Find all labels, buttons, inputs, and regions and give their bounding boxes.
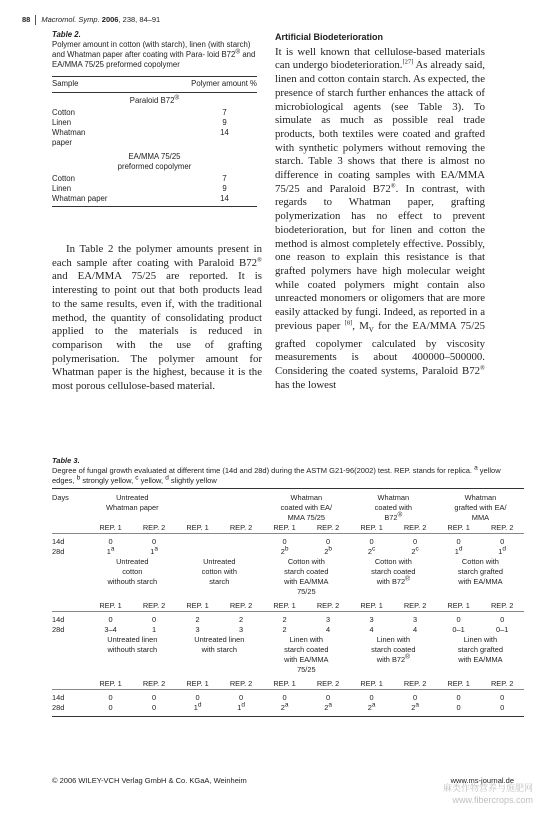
rep-1-label: REP. 1	[263, 601, 307, 612]
growth-value: 1	[152, 625, 157, 634]
rep-1-label: REP. 1	[437, 679, 481, 690]
footnote-mark: a	[110, 545, 115, 553]
growth-value: 2$^a$	[393, 703, 437, 717]
growth-value: 0	[369, 693, 374, 702]
table-2-header	[52, 77, 257, 92]
polymer-amount: 9	[222, 184, 227, 193]
citation-27: [27]	[402, 58, 414, 66]
sample-label: Untreated linen withouth starch	[107, 635, 158, 654]
rep-2-label: REP. 2	[393, 523, 437, 534]
growth-value: 0	[413, 537, 418, 546]
rep-spacer	[52, 523, 89, 534]
rep-1-label: REP. 1	[89, 679, 133, 690]
growth-value: 4	[413, 625, 418, 634]
data-row-14d	[52, 612, 524, 626]
rep-2-label: REP. 2	[132, 679, 176, 690]
journal-url: www.ms-journal.de	[450, 776, 514, 785]
sample-name: Linen	[52, 118, 72, 127]
rep-1-label: REP. 1	[176, 523, 220, 534]
col-header-amount: Polymer amount %	[191, 79, 257, 88]
footnote-mark: a	[154, 545, 158, 553]
rep-2-label: REP. 2	[219, 523, 263, 534]
rep-spacer	[52, 601, 89, 612]
citation-8: [8]	[344, 319, 353, 327]
table-3-title: Table 3.	[52, 456, 80, 465]
growth-value: 3	[326, 615, 331, 624]
footnote-mark: b	[328, 545, 332, 553]
rep-1-label: REP. 1	[437, 601, 481, 612]
growth-value: 1$^d$	[498, 545, 507, 556]
sample-label: Linen with starch grafted with EA/MMA	[457, 635, 504, 664]
sample-name: Linen	[52, 184, 72, 193]
table-3-grid	[52, 488, 524, 717]
growth-value: 0	[500, 615, 505, 624]
rep-2-label: REP. 2	[306, 523, 350, 534]
paragraph-biodeterioration: It is well known that cellulose-based materials can undergo biodeterioration.[27] As already said, linen and cotton contain starch. As expected, the presence of starch further enhances the attack of microbiological agents (see Table 3). To simulate as much as possible real trade products, both textiles were coated and grafted with synthetic polymers without removing the starch. Table 3 shows that there is almost no difference in coating samples with EA/MMA 75/25 and Paraloid B72®. In contrast, with regards to Whatman paper, grafting polymerization has no effect to prevent biodeterioration, but for linen and cotton the method is almost completely effective. Possibly, one reason to explain this resistance is that grafted polymers have high molecular weight while coated polymers might contain also unreacted monomers or oligomers that are more easily attacked by fungi. Indeed, as reported in a previous paper [8], $M_V$ for the EA/MMA 75/25 grafted copolymer calculated by viscosity measurements is about 400000–500000. Considering the coated systems, Paraloid B72® has the lowest	[275, 45, 486, 391]
table-3	[52, 488, 524, 717]
rep-2-label: REP. 2	[132, 523, 176, 534]
growth-value: 0	[132, 703, 176, 717]
rep-1-label: REP. 1	[176, 679, 220, 690]
polymer-amount: 7	[222, 108, 227, 117]
rep-2-label: REP. 2	[480, 601, 524, 612]
rep-2-label: REP. 2	[393, 679, 437, 690]
growth-value: 3	[369, 615, 374, 624]
day-label: 14d	[52, 537, 65, 546]
growth-value: 3	[413, 615, 418, 624]
growth-value: 0	[480, 703, 524, 717]
label-spacer	[52, 635, 89, 679]
growth-value: 0–1	[496, 625, 509, 634]
rep-1-label: REP. 1	[350, 601, 394, 612]
growth-value: 0	[152, 693, 157, 702]
footnote-mark: c	[372, 545, 376, 553]
growth-value	[176, 534, 220, 548]
rep-2-label: REP. 2	[393, 601, 437, 612]
col-header-whatman-b72: Whatman coated with B72®	[374, 493, 413, 522]
section-heading: Artificial Biodeterioration	[275, 32, 384, 42]
growth-value: 0	[108, 693, 113, 702]
footnote-mark: a	[328, 701, 332, 709]
rep-1-label: REP. 1	[350, 679, 394, 690]
rep-1-label: REP. 1	[89, 523, 133, 534]
registered-mark: ®	[405, 653, 410, 661]
col-header-empty	[176, 489, 263, 524]
group-eamma-rows	[52, 174, 257, 204]
data-row-28d	[52, 703, 524, 717]
sample-name: Whatman paper	[52, 128, 86, 147]
sample-label: Linen with starch coated with B72®	[371, 635, 416, 664]
growth-value: 0	[282, 537, 287, 546]
rep-spacer	[52, 679, 89, 690]
col-header-days: Days	[52, 493, 69, 502]
growth-value: 0	[326, 537, 331, 546]
rep-2-label: REP. 2	[480, 523, 524, 534]
growth-value: 1$^a$	[106, 545, 115, 556]
polymer-amount: 14	[220, 194, 229, 203]
rep-header-row	[52, 601, 524, 612]
footnote-mark: d	[502, 545, 507, 553]
growth-value: 3	[195, 625, 200, 634]
polymer-amount: 9	[222, 118, 227, 127]
sample-label: Cotton with starch coated with EA/MMA 75/25	[284, 557, 329, 596]
sample-label: Cotton with starch coated with B72®	[371, 557, 416, 586]
footnote-mark: a	[371, 701, 376, 709]
growth-value: 4	[326, 625, 331, 634]
journal-year: 2006	[101, 15, 119, 24]
data-row-28d	[52, 625, 524, 635]
sample-label-row	[52, 635, 524, 679]
sample-label: Cotton with starch grafted with EA/MMA	[457, 557, 504, 586]
growth-value: 2	[282, 615, 287, 624]
sample-label: Untreated cotton with starch	[201, 557, 237, 586]
footnote-mark: b	[284, 545, 289, 553]
running-header	[22, 15, 160, 25]
growth-value: 0	[152, 537, 157, 546]
growth-value: 2	[282, 625, 287, 634]
table-2	[52, 30, 257, 207]
growth-value: 1$^d$	[219, 703, 263, 717]
table-row	[52, 184, 257, 194]
polymer-amount: 14	[220, 128, 229, 137]
table-2-caption-text-c: and EA/MMA 75/25 preformed copolymer	[52, 50, 256, 69]
growth-value: 0	[500, 693, 505, 702]
footnote-mark: a	[415, 701, 419, 709]
rep-2-label: REP. 2	[306, 601, 350, 612]
growth-value: 3–4	[104, 625, 117, 634]
watermark: 麻类作物营养与施肥网 www.fibercrops.com	[442, 783, 533, 805]
col-header-whatman-eamma: Whatman coated with EA/ MMA 75/25	[280, 493, 332, 522]
footnote-mark: d	[458, 545, 463, 553]
rep-header-row	[52, 523, 524, 534]
data-row-28d	[52, 547, 524, 557]
registered-mark: ®	[397, 511, 403, 519]
rep-1-label: REP. 1	[176, 601, 220, 612]
growth-value: 0	[195, 693, 200, 702]
registered-mark: ®	[405, 575, 410, 583]
table-2-bottom-rule	[52, 206, 257, 207]
page-number: 88	[22, 15, 31, 24]
rep-1-label: REP. 1	[263, 679, 307, 690]
table-row	[52, 118, 257, 128]
footnote-mark: d	[241, 701, 245, 709]
growth-value: 0–1	[452, 625, 465, 634]
table-row	[52, 128, 257, 148]
table-2-caption	[52, 30, 257, 70]
growth-value: 0	[413, 693, 418, 702]
growth-value: 2$^c$	[411, 545, 419, 556]
table-3-caption: Table 3. Degree of fungal growth evaluated at different time (14d and 28d) during the ASTM G21-96(2002) test. REP. stands for replica. $^a$ yellow edges, $^b$ strongly yellow, $^c$ yellow, $^d$ slightly yellow	[52, 456, 501, 485]
sample-name: Cotton	[52, 108, 75, 117]
growth-value: 2$^a$	[263, 703, 307, 717]
table-2-caption-text-b: loid B72	[207, 50, 236, 59]
growth-value: 0	[326, 693, 331, 702]
table-row	[52, 108, 257, 118]
growth-value: 4	[369, 625, 374, 634]
footnote-mark: c	[415, 545, 419, 553]
growth-value: 2	[239, 615, 244, 624]
group-paraloid-rows	[52, 108, 257, 148]
day-label: 28d	[52, 625, 65, 634]
journal-name: Macromol. Symp.	[41, 15, 100, 24]
growth-value: 1$^a$	[150, 545, 158, 556]
copyright: © 2006 WILEY-VCH Verlag GmbH & Co. KGaA, Weinheim	[52, 776, 247, 785]
day-label: 28d	[52, 547, 65, 556]
growth-value: 2$^a$	[350, 703, 394, 717]
growth-value: 2$^c$	[367, 545, 376, 556]
growth-value: 0	[108, 615, 113, 624]
growth-value: 0	[456, 537, 461, 546]
growth-value: 1$^d$	[454, 545, 463, 556]
sample-label: Linen with starch coated with EA/MMA 75/25	[284, 635, 329, 674]
rep-1-label: REP. 1	[263, 523, 307, 534]
paragraph-table2-discussion: In Table 2 the polymer amounts present in each sample after coating with Paraloid B72® and EA/MMA 75/25 are reported. It is interesting to point out that both products lead to the same results, even if, with the traditional method, the quantity of consolidating product applied to the materials is reduced in comparison with the use of grafting polymerisation. The polymer amount for Whatman paper is the highest, because it is the most porous cellulose-based material.	[52, 243, 262, 393]
rep-1-label: REP. 1	[350, 523, 394, 534]
sample-name: Cotton	[52, 174, 75, 183]
growth-value: 2$^b$	[324, 545, 332, 556]
day-label: 14d	[52, 615, 65, 624]
growth-value: 0	[369, 537, 374, 546]
growth-value: 0	[456, 615, 461, 624]
footnote-mark: a	[284, 701, 289, 709]
growth-value: 0	[456, 693, 461, 702]
table-2-caption-text: Polymer amount in cotton (with starch), linen (with starch) and Whatman paper after coating with Para-	[52, 40, 251, 59]
right-column	[275, 31, 485, 392]
sample-label: Untreated cotton withouth starch	[107, 557, 158, 586]
journal-volume-pages: , 238, 84–91	[118, 15, 161, 24]
polymer-amount: 7	[222, 174, 227, 183]
group-label-paraloid: Paraloid B72®	[129, 94, 180, 105]
sample-name: Whatman paper	[52, 194, 108, 203]
table-2-title: Table 2.	[52, 30, 81, 39]
footnote-mark: d	[197, 701, 202, 709]
rep-1-label: REP. 1	[89, 601, 133, 612]
header-divider	[35, 15, 36, 25]
growth-value: 1$^d$	[176, 703, 220, 717]
growth-value	[176, 547, 220, 557]
growth-value	[219, 534, 263, 548]
growth-value: 0	[108, 537, 113, 546]
rep-2-label: REP. 2	[132, 601, 176, 612]
rep-2-label: REP. 2	[306, 679, 350, 690]
col-header-sample: Sample	[52, 79, 79, 88]
label-spacer	[52, 557, 89, 601]
rep-1-label: REP. 1	[437, 523, 481, 534]
registered-mark: ®	[235, 48, 241, 56]
growth-value: 0	[282, 693, 287, 702]
growth-value: 2$^b$	[280, 545, 289, 556]
col-header-untreated-whatman: Untreated Whatman paper	[106, 493, 159, 512]
growth-value: 0	[152, 615, 157, 624]
table-row	[52, 174, 257, 184]
growth-value: 2	[195, 615, 200, 624]
group-label-eamma: EA/MMA 75/25 preformed copolymer	[117, 152, 192, 171]
sample-label: Untreated linen with starch	[194, 635, 245, 654]
growth-value	[219, 547, 263, 557]
growth-value: 0	[500, 537, 505, 546]
col-header-whatman-grafted: Whatman grafted with EA/ MMA	[454, 493, 507, 522]
day-label: 14d	[52, 693, 65, 702]
sample-label-row	[52, 557, 524, 601]
rep-2-label: REP. 2	[480, 679, 524, 690]
growth-value: 0	[239, 693, 244, 702]
rep-2-label: REP. 2	[219, 601, 263, 612]
table-row	[52, 194, 257, 204]
day-label: 28d	[52, 703, 89, 717]
rep-2-label: REP. 2	[219, 679, 263, 690]
growth-value: 3	[239, 625, 244, 634]
growth-value: 0	[437, 703, 481, 717]
growth-value: 0	[89, 703, 133, 717]
left-column	[52, 243, 262, 394]
table-3-header	[52, 489, 524, 524]
rep-header-row	[52, 679, 524, 690]
growth-value: 2$^a$	[306, 703, 350, 717]
